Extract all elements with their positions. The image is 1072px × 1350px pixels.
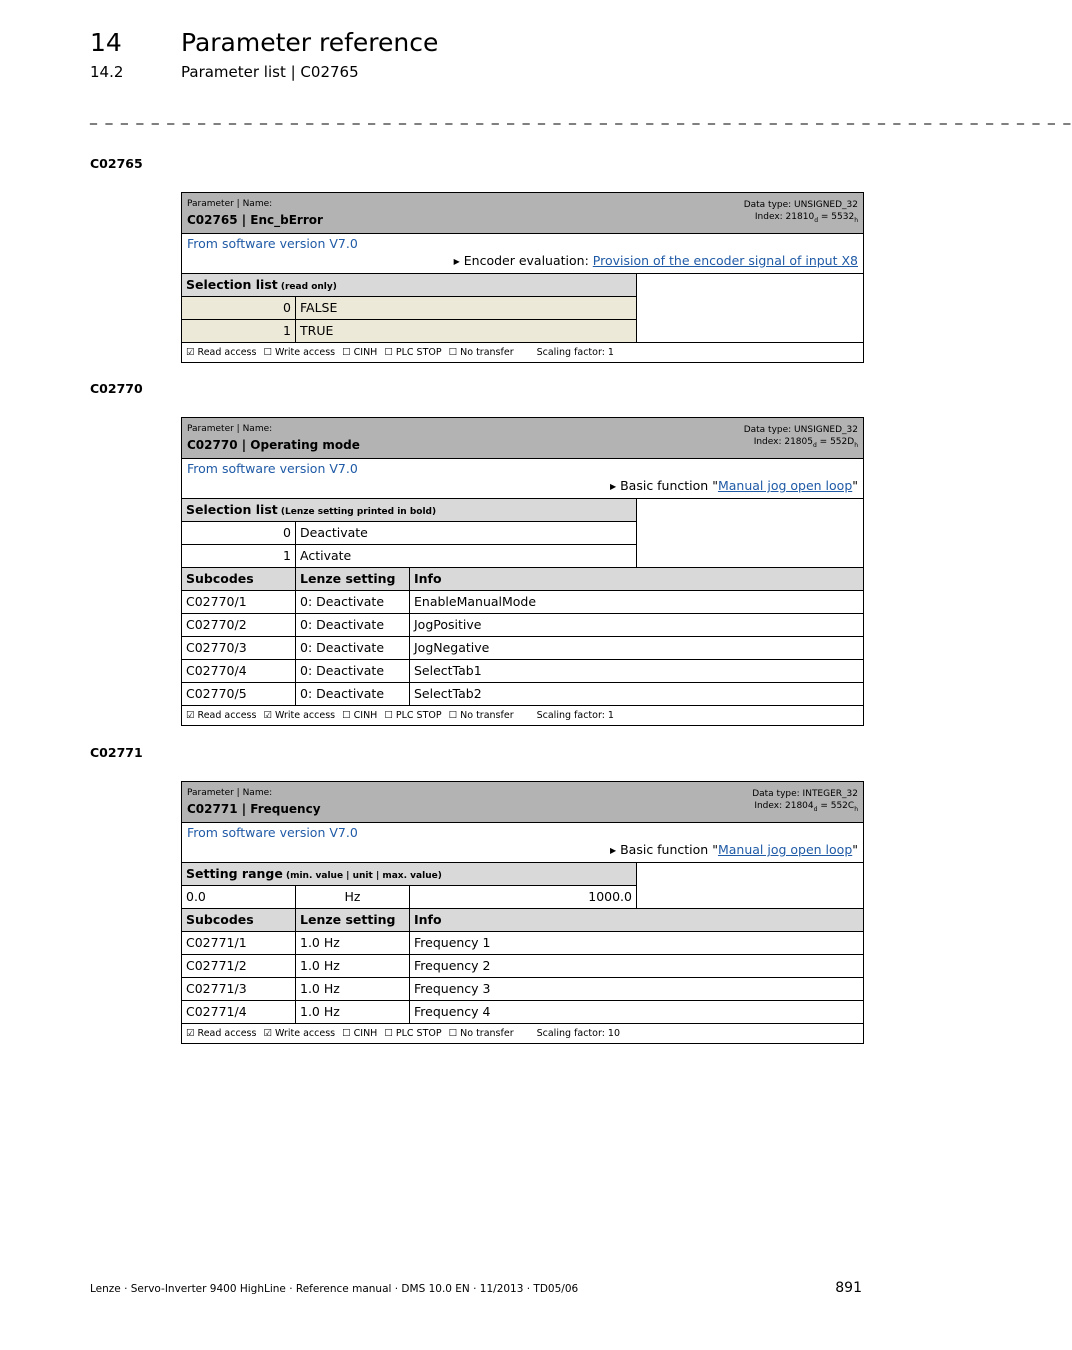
param-label: Parameter | Name: (187, 788, 273, 798)
info-header: Info (410, 568, 863, 591)
param-name: C02770 | Operating mode (187, 438, 360, 452)
param-name: C02765 | Enc_bError (187, 213, 323, 227)
document-footer: Lenze · Servo-Inverter 9400 HighLine · Reference manual · DMS 10.0 EN · 11/2013 · TD05/06 (90, 1283, 579, 1295)
software-version: From software version V7.0 (187, 825, 358, 840)
selection-grid (182, 274, 863, 343)
selection-list-header: Selection list (read only) (182, 274, 637, 297)
info: Frequency 1 (410, 932, 863, 955)
info: JogPositive (410, 614, 863, 637)
blank-cell (637, 499, 863, 568)
param-data-type (744, 199, 858, 227)
lenze-setting: 0: Deactivate (296, 614, 410, 637)
lenze-setting-header: Lenze setting (296, 568, 410, 591)
data-type: Data type: UNSIGNED_32 (743, 425, 858, 435)
lenze-setting: 1.0 Hz (296, 932, 410, 955)
param-index: Index: $21805_d = 552D_h$ (753, 437, 858, 449)
option-value: 0 (182, 522, 296, 545)
lenze-setting: 0: Deactivate (296, 591, 410, 614)
info: Frequency 2 (410, 955, 863, 978)
info-header: Info (410, 909, 863, 932)
subcode: C02770/4 (182, 660, 296, 683)
info: EnableManualMode (410, 591, 863, 614)
param-index: Index: $21804_d = 552C_h$ (754, 801, 858, 813)
param-header (182, 782, 863, 823)
subcode: C02770/1 (182, 591, 296, 614)
blank-cell (637, 274, 863, 343)
lenze-setting: 0: Deactivate (296, 683, 410, 706)
subcode: C02771/2 (182, 955, 296, 978)
section-number: 14.2 (90, 63, 124, 81)
subcode: C02771/1 (182, 932, 296, 955)
option-text: Deactivate (296, 522, 637, 545)
param-table (181, 192, 864, 363)
option-value: 0 (182, 297, 296, 320)
access-footer: ☑ Read access ☐ Write access ☐ CINH ☐ PLC STOP ☐ No transfer Scaling factor: 1 (186, 347, 614, 358)
param-heading: C02770 (90, 381, 143, 396)
version-row (182, 823, 863, 863)
option-text: Activate (296, 545, 637, 568)
range-min: 0.0 (182, 886, 296, 909)
version-row (182, 459, 863, 499)
range-unit: Hz (296, 886, 410, 909)
lenze-setting: 1.0 Hz (296, 978, 410, 1001)
reference: ▶ Encoder evaluation: Provision of the encoder signal of input X8 (453, 253, 858, 268)
info: Frequency 4 (410, 1001, 863, 1024)
info: Frequency 3 (410, 978, 863, 1001)
lenze-setting: 1.0 Hz (296, 1001, 410, 1024)
section-title: Parameter list | C02765 (181, 63, 359, 81)
param-header (182, 418, 863, 459)
lenze-setting: 0: Deactivate (296, 637, 410, 660)
access-footer: ☑ Read access ☑ Write access ☐ CINH ☐ PLC STOP ☐ No transfer Scaling factor: 10 (186, 1028, 621, 1039)
param-data-type (744, 424, 858, 452)
option-value: 1 (182, 545, 296, 568)
subcode: C02770/5 (182, 683, 296, 706)
param-table (181, 781, 864, 1044)
subcodes-header: Subcodes (182, 909, 296, 932)
software-version: From software version V7.0 (187, 236, 358, 251)
info: SelectTab1 (410, 660, 863, 683)
reference-link[interactable]: Manual jog open loop (717, 478, 853, 493)
lenze-setting-header: Lenze setting (296, 909, 410, 932)
subcode: C02771/4 (182, 1001, 296, 1024)
triangle-right-icon: ▶ (609, 482, 617, 491)
selection-grid (182, 499, 863, 706)
setting-range-grid (182, 863, 863, 1024)
reference-link[interactable]: Manual jog open loop (717, 842, 853, 857)
blank-cell (637, 863, 863, 909)
reference-link[interactable]: Provision of the encoder signal of input X8 (592, 253, 858, 268)
triangle-right-icon: ▶ (609, 846, 617, 855)
param-header (182, 193, 863, 234)
chapter-number: 14 (90, 28, 122, 57)
option-text: TRUE (296, 320, 637, 343)
data-type: Data type: INTEGER_32 (752, 789, 858, 799)
lenze-setting: 0: Deactivate (296, 660, 410, 683)
range-max: 1000.0 (410, 886, 637, 909)
param-label: Parameter | Name: (187, 424, 273, 434)
param-data-type (752, 788, 858, 816)
param-table (181, 417, 864, 726)
param-index: Index: $21810_d = 5532_h$ (754, 212, 858, 224)
selection-list-header: Selection list (Lenze setting printed in bold) (182, 499, 637, 522)
chapter-title: Parameter reference (181, 28, 439, 57)
subcode: C02770/2 (182, 614, 296, 637)
access-footer: ☑ Read access ☑ Write access ☐ CINH ☐ PLC STOP ☐ No transfer Scaling factor: 1 (186, 710, 614, 721)
option-text: FALSE (296, 297, 637, 320)
param-name: C02771 | Frequency (187, 802, 321, 816)
setting-range-header: Setting range (min. value | unit | max. value) (182, 863, 637, 886)
triangle-right-icon: ▶ (453, 257, 460, 266)
version-row (182, 234, 863, 274)
param-label: Parameter | Name: (187, 199, 273, 209)
option-value: 1 (182, 320, 296, 343)
info: JogNegative (410, 637, 863, 660)
software-version: From software version V7.0 (187, 461, 358, 476)
data-type: Data type: UNSIGNED_32 (743, 200, 858, 210)
info: SelectTab2 (410, 683, 863, 706)
reference: ▶ Basic function "Manual jog open loop" (609, 842, 858, 857)
param-heading: C02771 (90, 745, 143, 760)
header-separator: _ _ _ _ _ _ _ _ _ _ _ _ _ _ _ _ _ _ _ _ _ _ _ _ _ _ _ _ _ _ _ _ _ _ _ _ _ _ _ _ _ _ _ _ _ _ _ _ _ _ _ _ _ _ _ _ _ _ _ _ _ _ _ _ (90, 109, 1072, 125)
subcode: C02770/3 (182, 637, 296, 660)
reference: ▶ Basic function "Manual jog open loop" (609, 478, 858, 493)
page-number: 891 (835, 1280, 862, 1296)
lenze-setting: 1.0 Hz (296, 955, 410, 978)
subcodes-header: Subcodes (182, 568, 296, 591)
param-heading: C02765 (90, 156, 143, 171)
subcode: C02771/3 (182, 978, 296, 1001)
